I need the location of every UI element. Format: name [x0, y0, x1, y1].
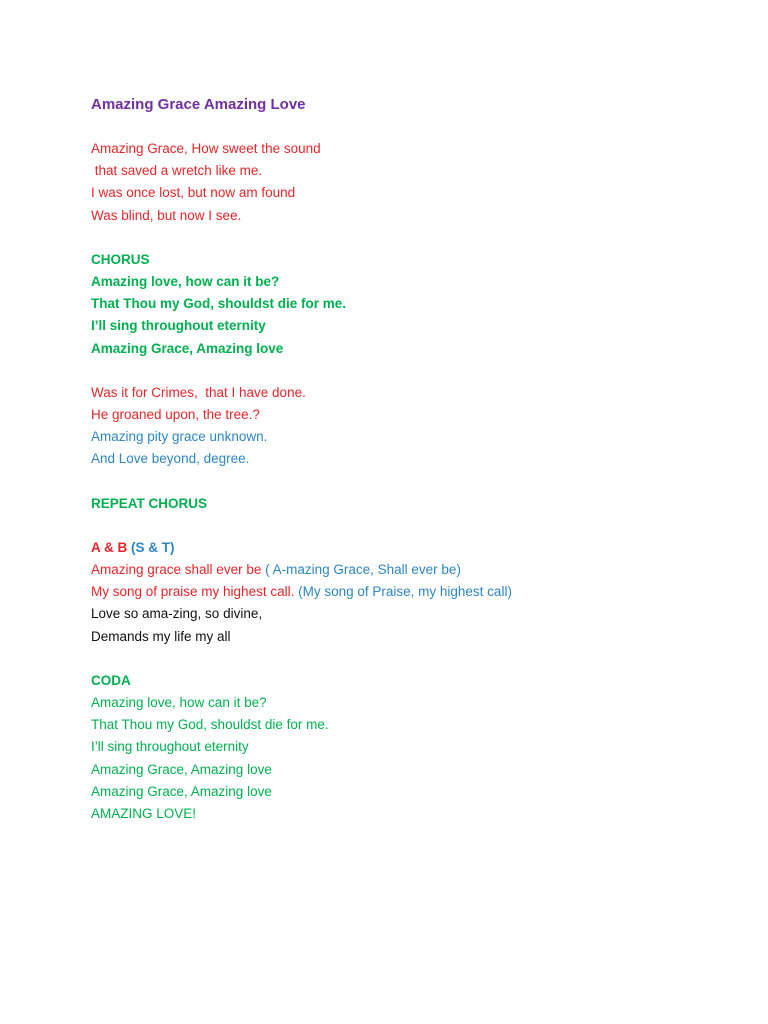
ab-line-echo: (My song of Praise, my highest call) [298, 584, 512, 600]
chorus-line: Amazing Grace, Amazing love [91, 340, 284, 356]
chorus-line: I’ll sing throughout eternity [91, 318, 266, 334]
verse-2-line: And Love beyond, degree. [91, 451, 250, 467]
coda-line: I’ll sing throughout eternity [91, 739, 249, 755]
verse-1-line: Was blind, but now I see. [91, 207, 242, 223]
coda-line: Amazing Grace, Amazing love [91, 761, 272, 777]
lyrics-document [91, 94, 731, 847]
verse-2 [91, 382, 731, 471]
ab-heading [91, 537, 731, 559]
ab-line [91, 559, 731, 581]
chorus-line: That Thou my God, shouldst die for me. [91, 296, 347, 312]
ab-line-echo: ( A-mazing Grace, Shall ever be) [265, 562, 461, 578]
repeat-chorus-section [91, 493, 731, 515]
document-title: Amazing Grace Amazing Love [91, 96, 306, 113]
coda-section [91, 670, 731, 825]
verse-2-line: Amazing pity grace unknown. [91, 429, 268, 445]
chorus-section [91, 249, 731, 360]
verse-1 [91, 138, 731, 227]
verse-1-line: Amazing Grace, How sweet the sound [91, 141, 321, 156]
coda-heading: CODA [91, 672, 131, 688]
repeat-chorus-heading: REPEAT CHORUS [91, 495, 208, 511]
coda-line: Amazing love, how can it be? [91, 695, 267, 711]
ab-section [91, 537, 731, 648]
ab-line: Love so ama-zing, so divine, [91, 606, 263, 622]
ab-line [91, 581, 731, 603]
verse-1-line: that saved a wretch like me. [91, 163, 263, 179]
coda-line: Amazing Grace, Amazing love [91, 783, 272, 799]
ab-line: Demands my life my all [91, 628, 231, 644]
ab-heading-label: A & B [91, 539, 128, 555]
verse-2-line: Was it for Crimes, that I have done. [91, 384, 306, 400]
verse-2-line: He groaned upon, the tree.? [91, 407, 260, 423]
ab-line-main: Amazing grace shall ever be [91, 562, 262, 578]
coda-line: AMAZING LOVE! [91, 806, 197, 822]
verse-1-line: I was once lost, but now am found [91, 185, 296, 201]
coda-line: That Thou my God, shouldst die for me. [91, 717, 329, 733]
ab-line-main: My song of praise my highest call. [91, 584, 295, 600]
chorus-heading: CHORUS [91, 251, 150, 267]
st-heading-label: (S & T) [131, 539, 175, 555]
chorus-line: Amazing love, how can it be? [91, 274, 280, 290]
